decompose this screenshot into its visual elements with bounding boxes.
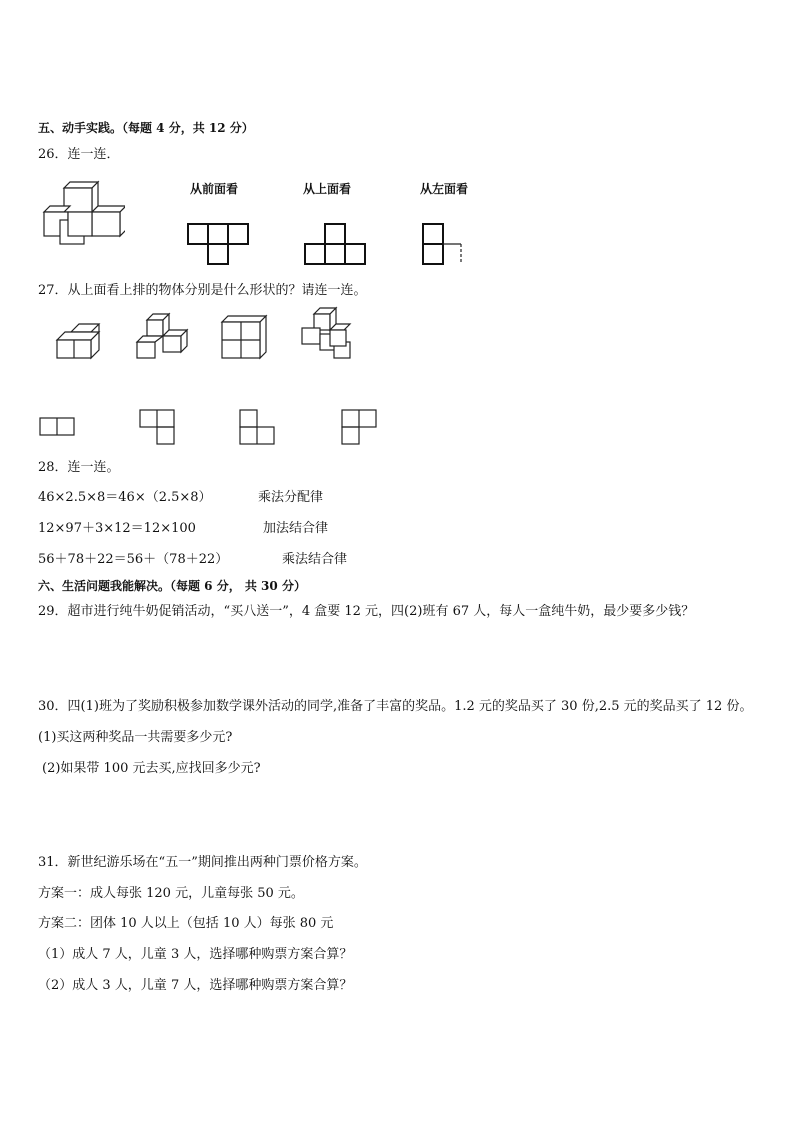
q31-sub2: （2）成人 3 人，儿童 7 人，选择哪种购票方案合算？	[38, 978, 353, 993]
q27-solid-1	[55, 322, 105, 362]
q30-stem: 30．四(1)班为了奖励积极参加数学课外活动的同学,准备了丰富的奖品。1.2 元的奖品买了 30 份,2.5 元的奖品买了 12 份。	[38, 699, 753, 714]
q27-top-view-b	[138, 408, 178, 446]
q26-view-left-label: 从左面看	[420, 182, 469, 196]
q27-solid-4	[300, 306, 355, 361]
q26-view-left-shape	[421, 222, 465, 266]
q26-view-top-label: 从上面看	[303, 182, 352, 196]
q29-text: 29．超市进行纯牛奶促销活动，“买八送一”，4 盒要 12 元，四(2)班有 67 人，每人一盒纯牛奶，最少要多少钱？	[38, 604, 695, 619]
q26-cube-solid	[40, 178, 125, 248]
q31-plan2: 方案二：团体 10 人以上（包括 10 人）每张 80 元	[38, 916, 334, 931]
q27-solid-3	[220, 314, 270, 360]
q27-solid-2	[135, 312, 190, 362]
q30-sub1: (1)买这两种奖品一共需要多少元?	[38, 730, 233, 745]
q26-view-top-shape	[303, 222, 367, 266]
q27-top-view-d	[340, 408, 380, 446]
q31-plan1: 方案一：成人每张 120 元，儿童每张 50 元。	[38, 886, 304, 901]
q31-sub1: （1）成人 7 人，儿童 3 人，选择哪种购票方案合算？	[38, 947, 353, 962]
q28-expression-2: 12×97＋3×12＝12×100	[38, 521, 196, 536]
q28-law-3: 乘法结合律	[282, 552, 348, 567]
q28-law-2: 加法结合律	[263, 521, 329, 536]
q27-top-view-a	[38, 416, 78, 438]
section6-heading: 六、生活问题我能解决。（每题 6 分， 共 30 分）	[38, 579, 306, 593]
q28-expression-3: 56＋78＋22＝56＋（78＋22）	[38, 552, 229, 567]
q31-stem: 31．新世纪游乐场在“五一”期间推出两种门票价格方案。	[38, 855, 367, 870]
q28-law-1: 乘法分配律	[258, 490, 324, 505]
q28-expression-1: 46×2.5×8＝46×（2.5×8）	[38, 490, 212, 505]
q30-sub2: (2)如果带 100 元去买,应找回多少元?	[42, 761, 261, 776]
q27-top-view-c	[238, 408, 278, 446]
q26-view-front-label: 从前面看	[190, 182, 239, 196]
q28-prompt: 28．连一连。	[38, 460, 120, 475]
q26-view-front-shape	[186, 222, 250, 266]
q26-prompt: 26．连一连．	[38, 147, 120, 162]
section5-heading: 五、动手实践。（每题 4 分，共 12 分）	[38, 121, 254, 135]
q27-prompt: 27．从上面看上排的物体分别是什么形状的？请连一连。	[38, 283, 367, 298]
